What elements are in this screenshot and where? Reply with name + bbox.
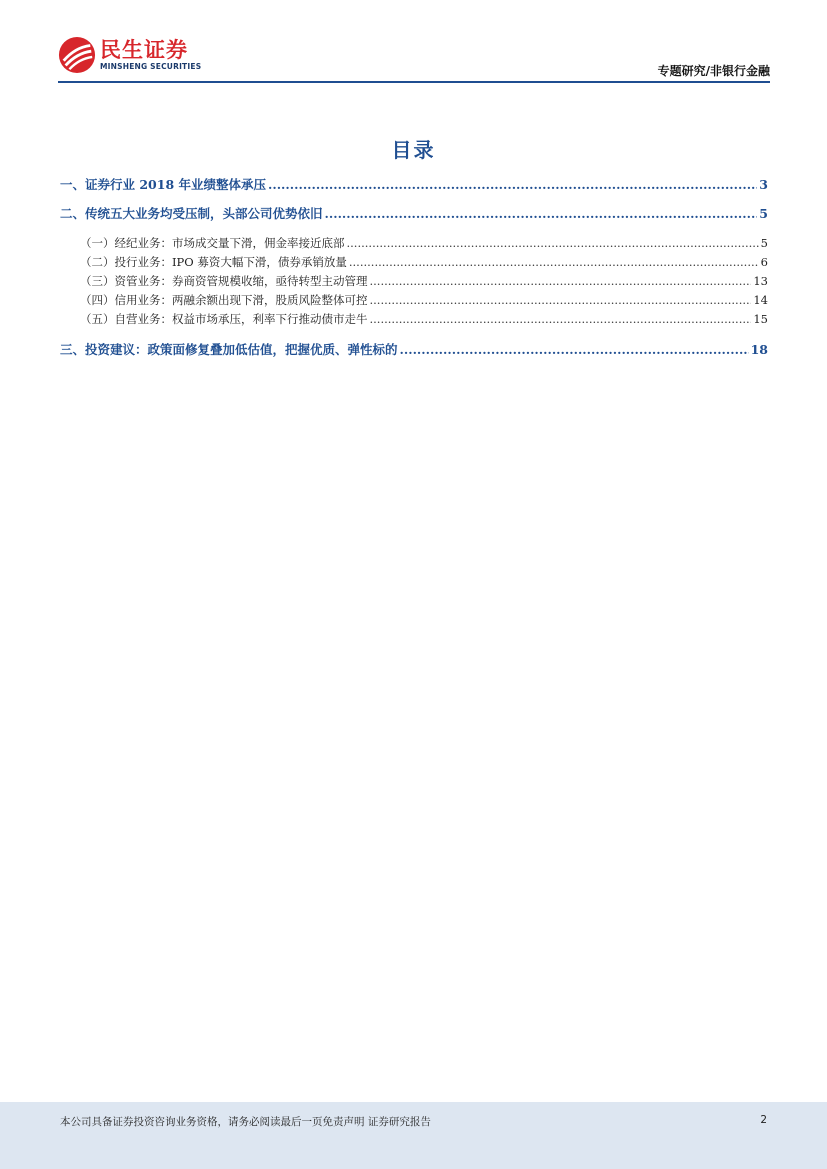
toc-leader-dots (400, 341, 749, 358)
company-logo (58, 36, 201, 74)
toc-entry-label: （二）投行业务：IPO 募资大幅下滑，债券承销放量 (80, 255, 347, 269)
toc-entry-page: 13 (753, 274, 768, 288)
toc-entry-page: 5 (759, 206, 768, 221)
toc-entry[interactable] (60, 272, 768, 291)
logo-english-name: MINSHENG SECURITIES (100, 62, 202, 71)
toc-entry-page: 14 (753, 293, 768, 307)
toc-entry-label: （五）自营业务：权益市场承压，利率下行推动债市走牛 (80, 312, 368, 326)
toc-entry-page: 3 (759, 177, 768, 192)
toc-entry[interactable] (60, 176, 768, 193)
toc-entry-label: （四）信用业务：两融余额出现下滑，股质风险整体可控 (80, 293, 368, 307)
page-number: 2 (760, 1114, 767, 1126)
page-header (58, 36, 770, 82)
toc-entry-label: （三）资管业务：券商资管规模收缩，亟待转型主动管理 (80, 274, 368, 288)
toc-entry-label: 二、传统五大业务均受压制，头部公司优势依旧 (60, 206, 323, 221)
toc-entry-page: 15 (753, 312, 768, 326)
toc-leader-dots (268, 176, 757, 193)
toc-leader-dots (347, 234, 759, 253)
toc-entry[interactable] (60, 341, 768, 358)
report-category: 专题研究/非银行金融 (657, 64, 770, 78)
toc-leader-dots (370, 291, 752, 310)
toc-entry-label: 一、证券行业 2018 年业绩整体承压 (60, 177, 266, 192)
toc-entry[interactable] (60, 253, 768, 272)
header-divider (58, 81, 770, 83)
toc-entry-page: 5 (760, 236, 768, 250)
toc-entry-label: （一）经纪业务：市场成交量下滑，佣金率接近底部 (80, 236, 345, 250)
toc-entry-label: 三、投资建议：政策面修复叠加低估值，把握优质、弹性标的 (60, 342, 398, 357)
toc-entry[interactable] (60, 310, 768, 329)
toc-entry[interactable] (60, 234, 768, 253)
logo-chinese-name: 民生证券 (100, 38, 188, 62)
toc-leader-dots (325, 205, 758, 222)
toc-title: 目录 (391, 138, 436, 162)
toc-leader-dots (349, 253, 759, 272)
toc-entry-page: 18 (750, 342, 768, 357)
page-footer (0, 1102, 827, 1169)
toc-entry[interactable] (60, 205, 768, 222)
footer-disclaimer: 本公司具备证券投资咨询业务资格，请务必阅读最后一页免责声明 证券研究报告 (60, 1116, 431, 1128)
toc-leader-dots (370, 272, 752, 291)
table-of-contents (60, 176, 768, 358)
toc-entry[interactable] (60, 291, 768, 310)
toc-leader-dots (370, 310, 752, 329)
minsheng-logo-icon (58, 36, 96, 74)
toc-entry-page: 6 (760, 255, 768, 269)
